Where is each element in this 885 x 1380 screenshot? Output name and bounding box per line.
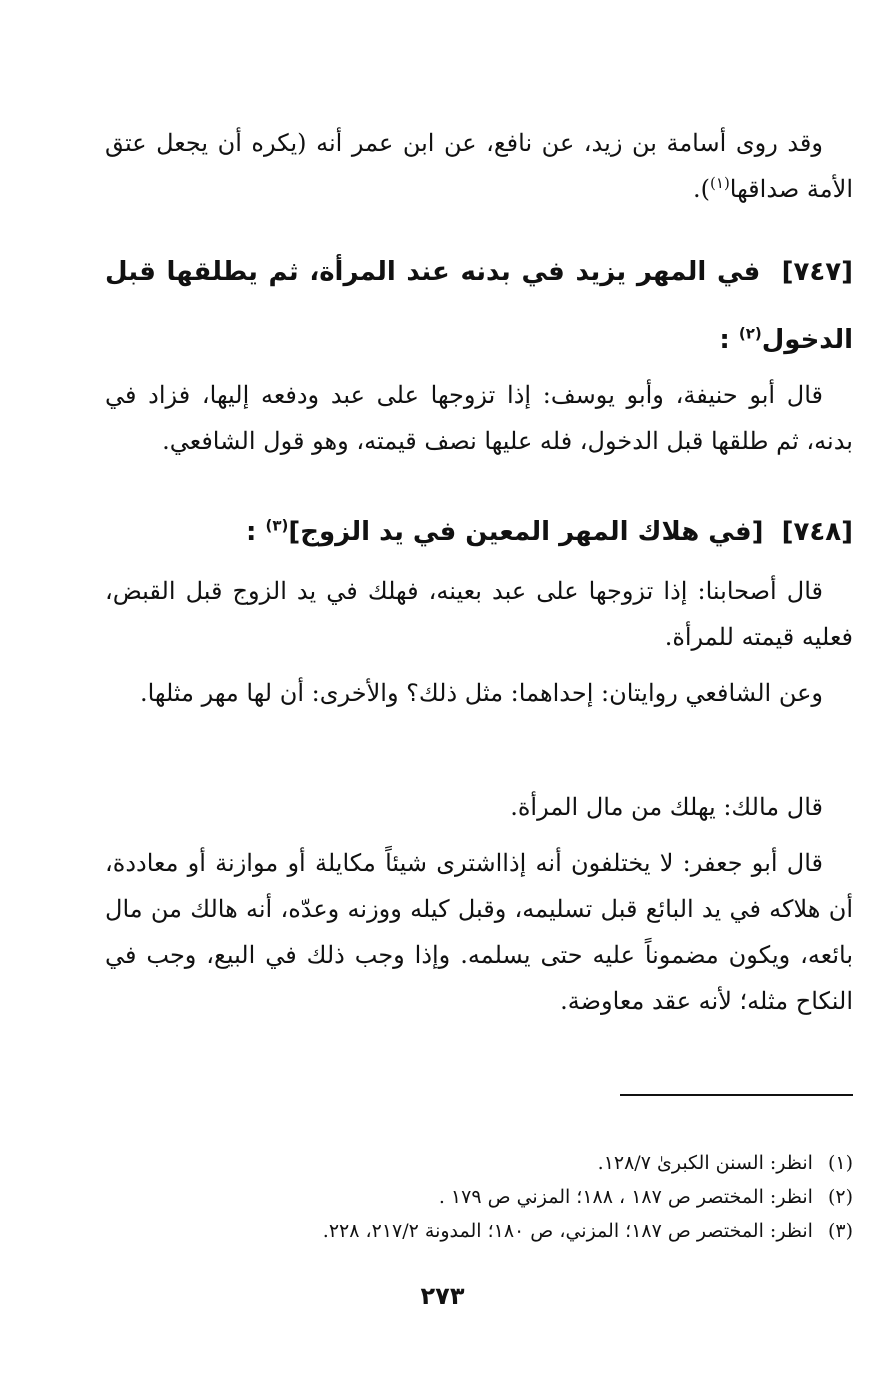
intro-end: ). bbox=[693, 175, 711, 203]
footnote-ref-1: (١) bbox=[710, 174, 730, 192]
footnote-mark: (١) bbox=[827, 1152, 853, 1174]
footnote-mark: (٢) bbox=[827, 1186, 853, 1208]
footnote-ref-2: (٢) bbox=[738, 324, 762, 343]
footnotes-list bbox=[105, 1146, 853, 1248]
page-number: ٢٧٣ bbox=[420, 1282, 465, 1310]
footnote-divider bbox=[620, 1094, 853, 1096]
section-748-paragraph-1: قال أصحابنا: إذا تزوجها على عبد بعينه، فهلك في يد الزوج قبل القبض، فعليه قيمته للمرأة. bbox=[105, 577, 853, 651]
footnote-item bbox=[105, 1180, 853, 1214]
section-747-colon: : bbox=[719, 325, 730, 355]
intro-text: وقد روى أسامة بن زيد، عن نافع، عن ابن عمر أنه (يكره أن يجعل عتق الأمة صداقها bbox=[105, 129, 853, 203]
footnote-item bbox=[105, 1214, 853, 1248]
footnote-text: انظر: المختصر ص ١٨٧ ، ١٨٨؛ المزني ص ١٧٩ . bbox=[438, 1186, 813, 1208]
section-747-title: في المهر يزيد في بدنه عند المرأة، ثم يطلقها قبل الدخول bbox=[105, 257, 853, 355]
footnote-item bbox=[105, 1146, 853, 1180]
section-748-title: [في هلاك المهر المعين في يد الزوج] bbox=[288, 517, 764, 547]
footnote-mark: (٣) bbox=[827, 1220, 853, 1242]
intro-paragraph bbox=[105, 120, 853, 212]
footnote-text: انظر: المختصر ص ١٨٧؛ المزني، ص ١٨٠؛ المدونة ٢١٧/٢، ٢٢٨. bbox=[322, 1220, 813, 1242]
section-748-colon: : bbox=[246, 517, 257, 547]
section-748-paragraph-2: وعن الشافعي روايتان: إحداهما: مثل ذلك؟ والأخرى: أن لها مهر مثلها. bbox=[139, 679, 823, 707]
footnote-text: انظر: السنن الكبرىٰ ١٢٨/٧. bbox=[597, 1152, 813, 1174]
section-747-heading bbox=[105, 238, 853, 374]
section-748-number: [٧٤٨] bbox=[781, 517, 853, 547]
section-748-heading bbox=[105, 498, 853, 566]
footnote-ref-3: (٣) bbox=[265, 516, 289, 535]
section-748-paragraph-3: قال مالك: يهلك من مال المرأة. bbox=[510, 793, 823, 821]
section-747-paragraph: قال أبو حنيفة، وأبو يوسف: إذا تزوجها على عبد ودفعه إليها، فزاد في بدنه، ثم طلقها قبل الدخول، فله عليها نصف قيمته، وهو قول الشافعي. bbox=[105, 381, 853, 455]
section-748-paragraph-4: قال أبو جعفر: لا يختلفون أنه إذااشترى شيئاً مكايلة أو موازنة أو معاددة، أن هلاكه في يد البائع قبل تسليمه، وقبل كيله ووزنه وعدّه، أنه هالك من مال بائعه، ويكون مضموناً عليه حتى يسلمه. وإذا وجب ذلك في البيع، وجب في النكاح مثله؛ لأنه عقد معاوضة. bbox=[105, 849, 853, 1015]
section-747-number: [٧٤٧] bbox=[781, 257, 854, 287]
